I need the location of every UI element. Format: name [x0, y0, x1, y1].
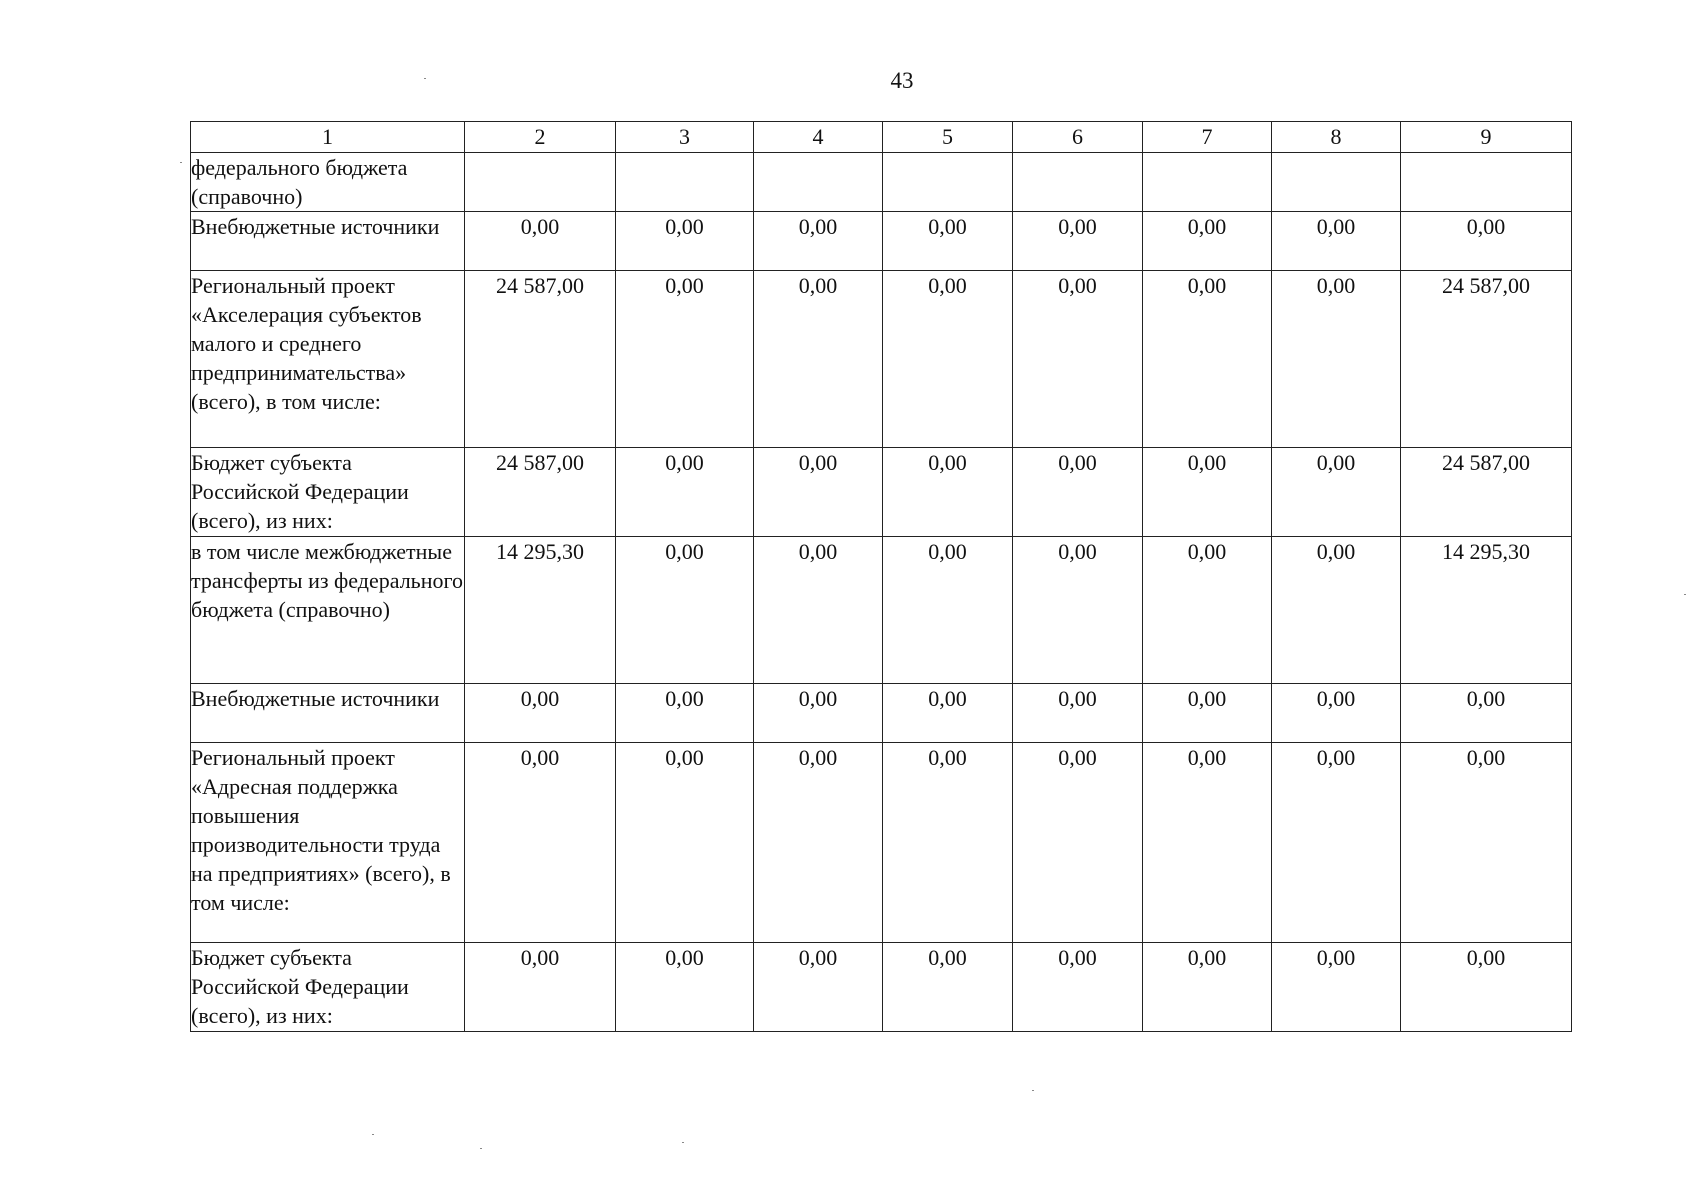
table-row [191, 684, 1572, 743]
column-header: 4 [754, 122, 883, 153]
table-cell [616, 153, 754, 212]
row-label: в том числе межбюджетные трансферты из федерального бюджета (справочно) [191, 537, 465, 684]
table-cell: 0,00 [465, 743, 616, 943]
table-cell [1013, 153, 1143, 212]
table-cell: 0,00 [1143, 943, 1272, 1032]
table-cell: 0,00 [616, 537, 754, 684]
table-cell: 0,00 [1143, 684, 1272, 743]
table-cell: 0,00 [883, 684, 1013, 743]
table-cell: 0,00 [1143, 212, 1272, 271]
table-cell: 0,00 [883, 743, 1013, 943]
table-cell: 24 587,00 [1401, 448, 1572, 537]
column-header: 6 [1013, 122, 1143, 153]
table-cell: 0,00 [883, 212, 1013, 271]
table-cell: 0,00 [1143, 271, 1272, 448]
table-cell: 0,00 [1272, 537, 1401, 684]
column-header: 2 [465, 122, 616, 153]
table-cell: 0,00 [1013, 943, 1143, 1032]
table-cell: 0,00 [1013, 743, 1143, 943]
column-header: 9 [1401, 122, 1572, 153]
table-cell: 0,00 [1401, 743, 1572, 943]
table-cell: 0,00 [1401, 212, 1572, 271]
table-cell: 0,00 [1013, 684, 1143, 743]
table-cell: 0,00 [1143, 743, 1272, 943]
table-cell: 0,00 [616, 684, 754, 743]
table-cell [754, 153, 883, 212]
table-cell: 0,00 [1272, 271, 1401, 448]
table-cell [1143, 153, 1272, 212]
table-cell: 0,00 [754, 212, 883, 271]
column-header: 3 [616, 122, 754, 153]
column-header: 5 [883, 122, 1013, 153]
page-number: 43 [890, 68, 914, 93]
table-cell: 0,00 [1143, 537, 1272, 684]
table-row [191, 153, 1572, 212]
table-cell: 0,00 [1401, 943, 1572, 1032]
row-label: Региональный проект «Акселерация субъектов малого и среднего предпринимательства» (всего), в том числе: [191, 271, 465, 448]
table-cell: 24 587,00 [1401, 271, 1572, 448]
table-cell: 0,00 [1013, 271, 1143, 448]
table-cell: 0,00 [1013, 448, 1143, 537]
table-cell: 0,00 [616, 743, 754, 943]
table-cell: 0,00 [754, 943, 883, 1032]
table-cell: 14 295,30 [1401, 537, 1572, 684]
table-row [191, 743, 1572, 943]
table-cell: 24 587,00 [465, 448, 616, 537]
table-cell: 0,00 [883, 448, 1013, 537]
table-cell: 0,00 [616, 271, 754, 448]
table-cell: 0,00 [1013, 212, 1143, 271]
table-cell: 0,00 [754, 537, 883, 684]
table-cell: 0,00 [1143, 448, 1272, 537]
table-cell: 0,00 [754, 448, 883, 537]
table-cell: 0,00 [1272, 448, 1401, 537]
table-cell: 0,00 [616, 943, 754, 1032]
table-cell: 0,00 [1272, 212, 1401, 271]
row-label: Бюджет субъекта Российской Федерации (всего), из них: [191, 448, 465, 537]
table-cell: 24 587,00 [465, 271, 616, 448]
table-cell: 0,00 [1272, 684, 1401, 743]
table-cell: 0,00 [883, 537, 1013, 684]
table-row [191, 448, 1572, 537]
table-row [191, 537, 1572, 684]
table-cell: 0,00 [883, 943, 1013, 1032]
table-cell [1401, 153, 1572, 212]
table-row [191, 943, 1572, 1032]
row-label: федерального бюджета (справочно) [191, 153, 465, 212]
column-header: 1 [191, 122, 465, 153]
table-cell: 0,00 [465, 684, 616, 743]
budget-table [190, 121, 1572, 1032]
table-row [191, 271, 1572, 448]
table-cell: 0,00 [616, 448, 754, 537]
row-label: Внебюджетные источники [191, 684, 465, 743]
table-cell: 0,00 [465, 943, 616, 1032]
table-cell: 0,00 [1013, 537, 1143, 684]
table-cell [883, 153, 1013, 212]
row-label: Внебюджетные источники [191, 212, 465, 271]
table-cell: 0,00 [754, 684, 883, 743]
table-cell: 14 295,30 [465, 537, 616, 684]
column-header: 8 [1272, 122, 1401, 153]
table-cell: 0,00 [883, 271, 1013, 448]
table-cell: 0,00 [465, 212, 616, 271]
table-cell: 0,00 [1401, 684, 1572, 743]
table-cell: 0,00 [1272, 943, 1401, 1032]
column-header: 7 [1143, 122, 1272, 153]
table-cell [465, 153, 616, 212]
table-row [191, 212, 1572, 271]
row-label: Бюджет субъекта Российской Федерации (всего), из них: [191, 943, 465, 1032]
table-cell: 0,00 [1272, 743, 1401, 943]
table-header-row [191, 122, 1572, 153]
table-cell: 0,00 [754, 743, 883, 943]
table-cell: 0,00 [616, 212, 754, 271]
row-label: Региональный проект «Адресная поддержка повышения производительности труда на предприятиях» (всего), в том числе: [191, 743, 465, 943]
table-cell: 0,00 [754, 271, 883, 448]
table-cell [1272, 153, 1401, 212]
